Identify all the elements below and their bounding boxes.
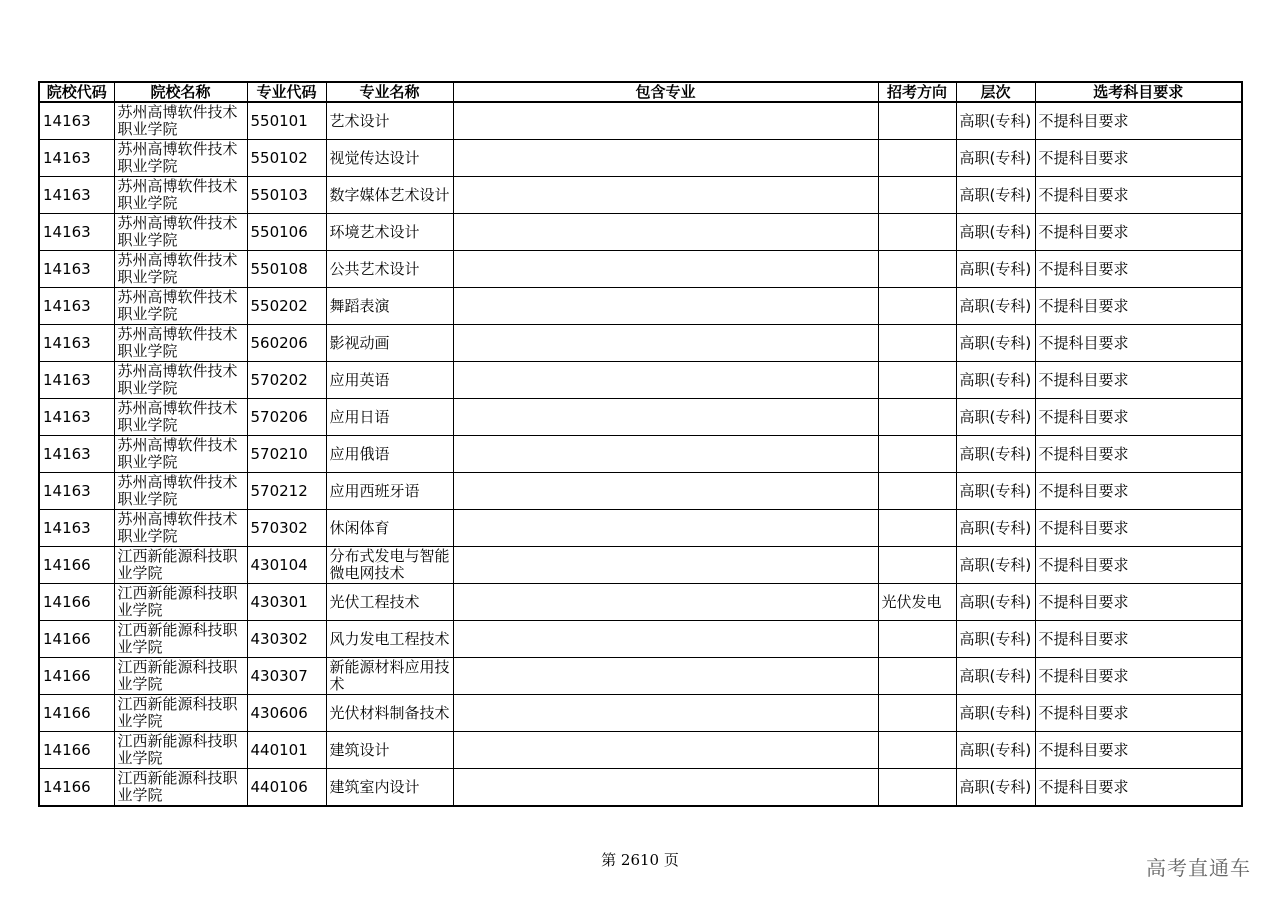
cell-major-name: 分布式发电与智能微电网技术 [326, 547, 453, 584]
cell-school-name: 苏州高博软件技术职业学院 [114, 214, 247, 251]
header-included-majors: 包含专业 [453, 82, 878, 102]
cell-major-name: 环境艺术设计 [326, 214, 453, 251]
cell-major-name: 舞蹈表演 [326, 288, 453, 325]
table-row [39, 102, 1242, 140]
cell-subject-requirement: 不提科目要求 [1035, 732, 1242, 769]
cell-direction [878, 473, 956, 510]
cell-school-name: 江西新能源科技职业学院 [114, 621, 247, 658]
cell-school-code: 14166 [39, 732, 114, 769]
cell-included-majors [453, 362, 878, 399]
table-row [39, 769, 1242, 807]
cell-major-name: 应用日语 [326, 399, 453, 436]
cell-major-code: 440101 [247, 732, 326, 769]
cell-school-name: 苏州高博软件技术职业学院 [114, 288, 247, 325]
watermark-text: 高考直通车 [1146, 856, 1251, 880]
cell-school-code: 14166 [39, 584, 114, 621]
cell-level: 高职(专科) [956, 547, 1035, 584]
cell-level: 高职(专科) [956, 769, 1035, 807]
cell-level: 高职(专科) [956, 140, 1035, 177]
cell-major-name: 应用西班牙语 [326, 473, 453, 510]
cell-major-name: 新能源材料应用技术 [326, 658, 453, 695]
cell-subject-requirement: 不提科目要求 [1035, 362, 1242, 399]
cell-subject-requirement: 不提科目要求 [1035, 621, 1242, 658]
table-row [39, 547, 1242, 584]
cell-level: 高职(专科) [956, 102, 1035, 140]
cell-direction [878, 658, 956, 695]
cell-included-majors [453, 695, 878, 732]
cell-direction [878, 399, 956, 436]
cell-direction [878, 177, 956, 214]
header-major-name: 专业名称 [326, 82, 453, 102]
table-body [39, 102, 1242, 806]
cell-subject-requirement: 不提科目要求 [1035, 658, 1242, 695]
cell-school-code: 14163 [39, 251, 114, 288]
cell-direction [878, 288, 956, 325]
header-major-code: 专业代码 [247, 82, 326, 102]
cell-school-code: 14163 [39, 325, 114, 362]
cell-major-code: 550108 [247, 251, 326, 288]
cell-level: 高职(专科) [956, 214, 1035, 251]
cell-level: 高职(专科) [956, 251, 1035, 288]
table-row [39, 399, 1242, 436]
cell-included-majors [453, 473, 878, 510]
cell-school-name: 苏州高博软件技术职业学院 [114, 325, 247, 362]
cell-subject-requirement: 不提科目要求 [1035, 251, 1242, 288]
cell-level: 高职(专科) [956, 436, 1035, 473]
cell-school-name: 江西新能源科技职业学院 [114, 658, 247, 695]
cell-subject-requirement: 不提科目要求 [1035, 102, 1242, 140]
cell-direction [878, 621, 956, 658]
cell-level: 高职(专科) [956, 732, 1035, 769]
cell-level: 高职(专科) [956, 177, 1035, 214]
table-row [39, 510, 1242, 547]
cell-level: 高职(专科) [956, 473, 1035, 510]
cell-included-majors [453, 325, 878, 362]
cell-major-code: 430301 [247, 584, 326, 621]
cell-major-code: 560206 [247, 325, 326, 362]
cell-major-code: 570206 [247, 399, 326, 436]
cell-major-name: 休闲体育 [326, 510, 453, 547]
cell-major-code: 570210 [247, 436, 326, 473]
table-row [39, 473, 1242, 510]
cell-direction: 光伏发电 [878, 584, 956, 621]
cell-school-code: 14163 [39, 510, 114, 547]
cell-school-name: 苏州高博软件技术职业学院 [114, 140, 247, 177]
cell-major-code: 550103 [247, 177, 326, 214]
cell-major-name: 视觉传达设计 [326, 140, 453, 177]
cell-major-name: 光伏工程技术 [326, 584, 453, 621]
cell-school-name: 江西新能源科技职业学院 [114, 769, 247, 807]
cell-subject-requirement: 不提科目要求 [1035, 695, 1242, 732]
cell-school-code: 14163 [39, 214, 114, 251]
cell-included-majors [453, 769, 878, 807]
cell-level: 高职(专科) [956, 362, 1035, 399]
cell-included-majors [453, 214, 878, 251]
table-row [39, 288, 1242, 325]
cell-included-majors [453, 436, 878, 473]
header-level: 层次 [956, 82, 1035, 102]
cell-school-code: 14166 [39, 547, 114, 584]
cell-school-name: 江西新能源科技职业学院 [114, 732, 247, 769]
cell-major-code: 570212 [247, 473, 326, 510]
cell-school-code: 14163 [39, 177, 114, 214]
cell-major-name: 公共艺术设计 [326, 251, 453, 288]
cell-subject-requirement: 不提科目要求 [1035, 547, 1242, 584]
cell-included-majors [453, 621, 878, 658]
cell-school-code: 14163 [39, 102, 114, 140]
cell-included-majors [453, 510, 878, 547]
cell-major-name: 数字媒体艺术设计 [326, 177, 453, 214]
cell-major-name: 风力发电工程技术 [326, 621, 453, 658]
cell-school-code: 14166 [39, 695, 114, 732]
cell-direction [878, 695, 956, 732]
cell-major-code: 570302 [247, 510, 326, 547]
table-row [39, 584, 1242, 621]
cell-school-name: 苏州高博软件技术职业学院 [114, 473, 247, 510]
admissions-table [38, 81, 1243, 807]
cell-direction [878, 251, 956, 288]
cell-school-name: 江西新能源科技职业学院 [114, 584, 247, 621]
cell-level: 高职(专科) [956, 658, 1035, 695]
cell-included-majors [453, 399, 878, 436]
cell-major-code: 430302 [247, 621, 326, 658]
cell-major-code: 550106 [247, 214, 326, 251]
cell-subject-requirement: 不提科目要求 [1035, 288, 1242, 325]
cell-school-name: 江西新能源科技职业学院 [114, 547, 247, 584]
cell-school-name: 苏州高博软件技术职业学院 [114, 102, 247, 140]
table-row [39, 695, 1242, 732]
cell-direction [878, 102, 956, 140]
table-row [39, 658, 1242, 695]
cell-included-majors [453, 732, 878, 769]
cell-school-code: 14163 [39, 436, 114, 473]
cell-included-majors [453, 140, 878, 177]
table-row [39, 436, 1242, 473]
cell-level: 高职(专科) [956, 584, 1035, 621]
cell-subject-requirement: 不提科目要求 [1035, 177, 1242, 214]
cell-subject-requirement: 不提科目要求 [1035, 510, 1242, 547]
cell-school-code: 14163 [39, 288, 114, 325]
cell-direction [878, 547, 956, 584]
cell-direction [878, 325, 956, 362]
cell-major-name: 光伏材料制备技术 [326, 695, 453, 732]
cell-major-code: 570202 [247, 362, 326, 399]
cell-included-majors [453, 658, 878, 695]
table-row [39, 325, 1242, 362]
cell-major-name: 影视动画 [326, 325, 453, 362]
cell-subject-requirement: 不提科目要求 [1035, 140, 1242, 177]
page-number: 第 2610 页 [601, 851, 679, 869]
cell-school-code: 14163 [39, 399, 114, 436]
cell-major-name: 艺术设计 [326, 102, 453, 140]
cell-direction [878, 769, 956, 807]
cell-major-name: 应用英语 [326, 362, 453, 399]
cell-school-code: 14166 [39, 621, 114, 658]
cell-included-majors [453, 177, 878, 214]
cell-included-majors [453, 547, 878, 584]
cell-school-code: 14163 [39, 362, 114, 399]
table-row [39, 177, 1242, 214]
table-row [39, 732, 1242, 769]
cell-school-name: 苏州高博软件技术职业学院 [114, 177, 247, 214]
cell-major-code: 550102 [247, 140, 326, 177]
cell-school-name: 苏州高博软件技术职业学院 [114, 362, 247, 399]
table-row [39, 140, 1242, 177]
table-row [39, 621, 1242, 658]
cell-school-code: 14163 [39, 140, 114, 177]
cell-subject-requirement: 不提科目要求 [1035, 584, 1242, 621]
cell-school-code: 14163 [39, 473, 114, 510]
table-row [39, 251, 1242, 288]
cell-major-name: 建筑室内设计 [326, 769, 453, 807]
cell-direction [878, 140, 956, 177]
cell-subject-requirement: 不提科目要求 [1035, 473, 1242, 510]
cell-level: 高职(专科) [956, 288, 1035, 325]
header-school-code: 院校代码 [39, 82, 114, 102]
cell-subject-requirement: 不提科目要求 [1035, 769, 1242, 807]
cell-school-name: 苏州高博软件技术职业学院 [114, 251, 247, 288]
cell-direction [878, 510, 956, 547]
cell-direction [878, 362, 956, 399]
header-school-name: 院校名称 [114, 82, 247, 102]
header-direction: 招考方向 [878, 82, 956, 102]
table-row [39, 214, 1242, 251]
cell-level: 高职(专科) [956, 399, 1035, 436]
cell-subject-requirement: 不提科目要求 [1035, 325, 1242, 362]
header-row [39, 82, 1242, 102]
cell-included-majors [453, 584, 878, 621]
cell-major-code: 550101 [247, 102, 326, 140]
cell-level: 高职(专科) [956, 325, 1035, 362]
cell-major-code: 430606 [247, 695, 326, 732]
cell-major-code: 430307 [247, 658, 326, 695]
cell-major-code: 430104 [247, 547, 326, 584]
cell-level: 高职(专科) [956, 510, 1035, 547]
cell-major-code: 550202 [247, 288, 326, 325]
header-subject-requirement: 选考科目要求 [1035, 82, 1242, 102]
cell-school-name: 苏州高博软件技术职业学院 [114, 436, 247, 473]
cell-direction [878, 436, 956, 473]
cell-included-majors [453, 288, 878, 325]
cell-level: 高职(专科) [956, 695, 1035, 732]
cell-included-majors [453, 102, 878, 140]
cell-subject-requirement: 不提科目要求 [1035, 399, 1242, 436]
cell-direction [878, 732, 956, 769]
cell-major-code: 440106 [247, 769, 326, 807]
cell-subject-requirement: 不提科目要求 [1035, 436, 1242, 473]
cell-included-majors [453, 251, 878, 288]
cell-school-code: 14166 [39, 769, 114, 807]
cell-major-name: 建筑设计 [326, 732, 453, 769]
cell-school-name: 苏州高博软件技术职业学院 [114, 399, 247, 436]
table-row [39, 362, 1242, 399]
cell-school-name: 江西新能源科技职业学院 [114, 695, 247, 732]
cell-major-name: 应用俄语 [326, 436, 453, 473]
cell-school-code: 14166 [39, 658, 114, 695]
cell-school-name: 苏州高博软件技术职业学院 [114, 510, 247, 547]
cell-subject-requirement: 不提科目要求 [1035, 214, 1242, 251]
cell-level: 高职(专科) [956, 621, 1035, 658]
cell-direction [878, 214, 956, 251]
